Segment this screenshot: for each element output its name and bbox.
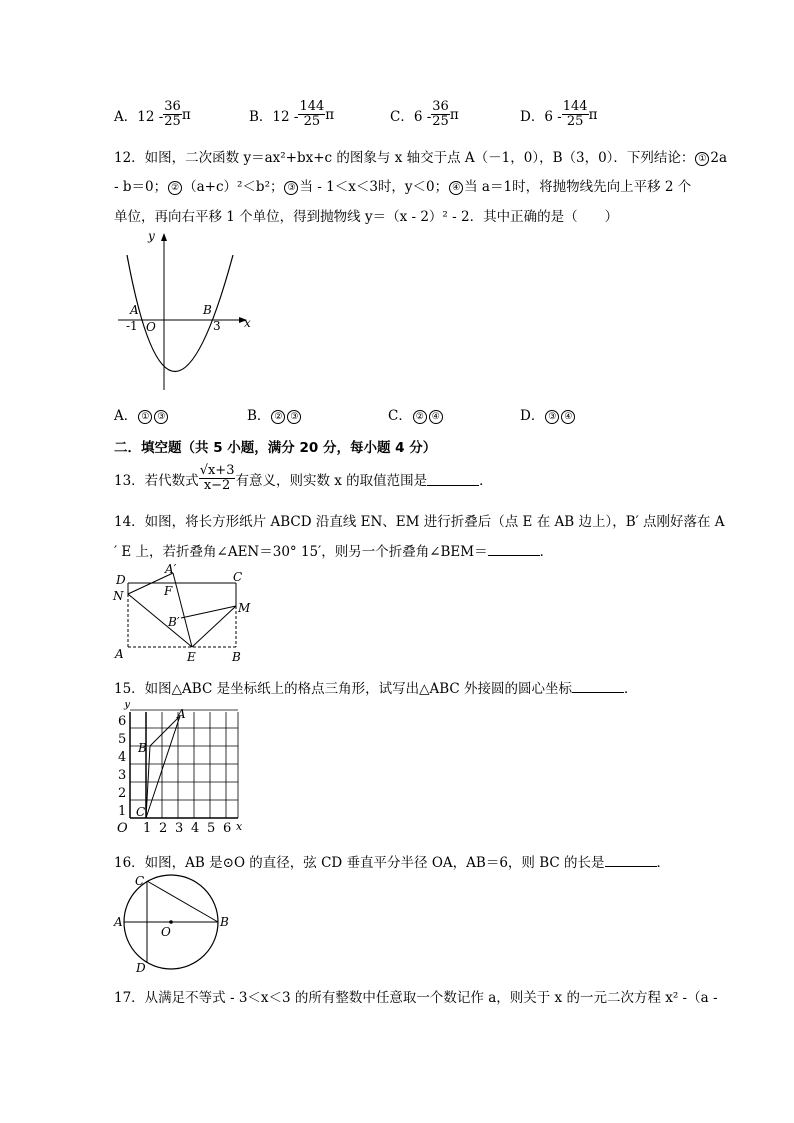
point-b-label: B: [138, 741, 147, 755]
fraction: $\frac{144}{25}$: [562, 99, 588, 129]
y-tick-label: 2: [118, 786, 127, 801]
x-tick-label: 6: [223, 821, 232, 836]
answer-blank[interactable]: [605, 853, 657, 867]
point-a-label: A: [130, 303, 139, 317]
y-axis-label: y: [124, 702, 131, 710]
tick-minus-one: -1: [126, 319, 138, 333]
fraction: $\frac{36}{25}$: [432, 99, 449, 129]
origin-label: O: [117, 821, 128, 836]
section-heading: 二．填空题（共 5 小题，满分 20 分，每小题 4 分）: [114, 440, 437, 456]
point-c-label: C: [135, 874, 145, 888]
y-tick-label: 6: [118, 714, 127, 729]
line-ae: [173, 573, 192, 647]
parabola-curve: [127, 255, 233, 372]
x-tick-label: 2: [159, 821, 168, 836]
fraction: $\frac{144}{25}$: [299, 99, 325, 129]
point-d-label: D: [116, 573, 126, 587]
y-tick-label: 3: [118, 768, 127, 783]
q12-option-c[interactable]: C． ② ④: [388, 404, 444, 424]
q11-option-b[interactable]: B．12 - $\frac{144}{25}$ π: [249, 99, 335, 129]
point-b-prime-label: B′: [168, 615, 180, 629]
point-c-label: C: [233, 570, 243, 584]
point-a-label: A: [114, 915, 123, 929]
y-axis-arrow: [161, 233, 167, 241]
fold-en: [128, 594, 192, 647]
folding-figure: [110, 560, 260, 668]
q16-line: 16．如图，AB 是⊙O 的直径，弦 CD 垂直平分半径 OA，AB＝6，则 BC 的长是 ．: [114, 855, 670, 871]
radical-fraction: $\frac{√x+3}{x-2}$: [199, 463, 235, 493]
q12-option-d[interactable]: D． ③ ④: [520, 404, 576, 424]
answer-blank[interactable]: [488, 542, 540, 556]
coordinate-grid-figure: [112, 702, 252, 836]
x-tick-label: 3: [175, 821, 184, 836]
y-tick-label: 5: [118, 732, 127, 747]
circled-number: ②: [168, 181, 182, 195]
point-b-label: B: [232, 650, 241, 664]
y-tick-label: 1: [118, 804, 127, 819]
q14-line1: 14．如图，将长方形纸片 ABCD 沿直线 EN、EM 进行折叠后（点 E 在 AB 边上），B′ 点刚好落在 A: [114, 514, 725, 530]
q12-option-b[interactable]: B． ② ③: [247, 404, 302, 424]
point-n-label: N: [113, 589, 124, 603]
point-a-label: A: [115, 647, 124, 661]
point-a-prime-label: A′: [165, 562, 177, 576]
x-tick-label: 1: [143, 821, 152, 836]
q12-option-a[interactable]: A． ① ③: [114, 404, 169, 424]
fold-em: [192, 606, 236, 647]
point-m-label: M: [238, 601, 251, 615]
point-e-label: E: [187, 650, 196, 664]
point-b-label: B: [203, 303, 212, 317]
circled-number: ①: [695, 152, 709, 166]
q12-line2: - b＝0； ② （a+c）²＜b²； ③ 当 - 1＜x＜3时，y＜0； ④ 当 a＝1时，将抛物线先向上平移 2 个: [114, 179, 692, 195]
x-tick-label: 4: [191, 821, 200, 836]
q12-line3: 单位，再向右平移 1 个单位，得到抛物线 y＝（x - 2）² - 2．其中正确的是（ ）: [114, 209, 619, 225]
parabola-graph: [110, 228, 255, 393]
segment-bc: [147, 881, 218, 922]
point-b-label: B: [220, 915, 229, 929]
q14-line2: ′ E 上，若折叠角∠AEN＝30° 15′，则另一个折叠角∠BEM＝ ．: [114, 544, 554, 560]
tick-three: 3: [213, 319, 221, 333]
q15-line: 15．如图△ABC 是坐标纸上的格点三角形，试写出△ABC 外接圆的圆心坐标 ．: [114, 681, 638, 697]
q11-option-d[interactable]: D．6 - $\frac{144}{25}$ π: [520, 99, 598, 129]
point-f-label: F: [164, 584, 173, 598]
q17-line: 17．从满足不等式 - 3＜x＜3 的所有整数中任意取一个数记作 a，则关于 x 的一元二次方程 x² -（a -: [114, 990, 718, 1006]
q11-option-c[interactable]: C．6 - $\frac{36}{25}$ π: [390, 99, 459, 129]
x-tick-label: 5: [207, 821, 216, 836]
point-c-label: C: [136, 805, 146, 819]
point-d-label: D: [136, 961, 146, 975]
y-axis-label: y: [148, 229, 155, 243]
origin-label: O: [146, 320, 156, 334]
point-o-label: O: [161, 925, 171, 939]
fraction: $\frac{36}{25}$: [164, 99, 181, 129]
center-point: [169, 920, 173, 924]
answer-blank[interactable]: [427, 472, 479, 486]
point-a-label: A: [177, 707, 186, 721]
x-axis-label: x: [236, 820, 243, 833]
line-mb: [181, 606, 236, 618]
x-axis-label: x: [244, 316, 251, 330]
y-tick-label: 4: [118, 750, 127, 765]
q12-line1: 12．如图，二次函数 y＝ax²+bx+c 的图象与 x 轴交于点 A（－1，0），B（3，0）．下列结论： ① 2a: [114, 150, 728, 166]
circle-figure: [110, 872, 235, 976]
q11-option-a[interactable]: A．12 - $\frac{36}{25}$ π: [114, 99, 191, 129]
q13: 13．若代数式 $\frac{√x+3}{x-2}$ 有意义，则实数 x 的取值范围是 ．: [114, 463, 493, 493]
circled-number: ③: [284, 181, 298, 195]
circled-number: ④: [449, 181, 463, 195]
answer-blank[interactable]: [572, 679, 624, 693]
edge-ca: [146, 716, 180, 818]
